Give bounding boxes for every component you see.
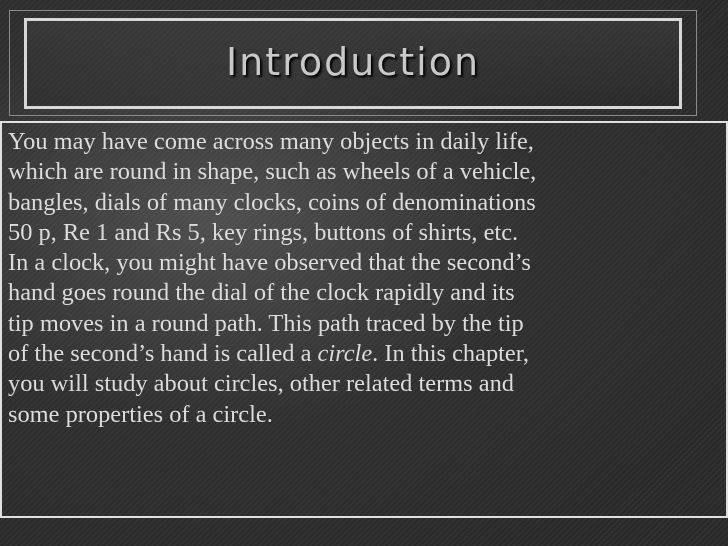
- body-line: You may have come across many objects in daily life,: [8, 128, 534, 155]
- body-line: you will study about circles, other related terms and: [8, 370, 514, 398]
- body-line: which are round in shape, such as wheels of a vehicle,: [8, 158, 537, 186]
- body-line: some properties of a circle.: [8, 400, 273, 428]
- content-box: [0, 121, 728, 518]
- body-line: . In this chapter,: [372, 340, 529, 368]
- body-line: In a clock, you might have observed that the second’s: [8, 249, 531, 277]
- emphasis-circle: circle: [317, 340, 373, 368]
- body-paragraph: [8, 127, 720, 430]
- slide-title: Introduction: [225, 39, 481, 84]
- title-box: [24, 18, 682, 109]
- body-line: tip moves in a round path. This path traced by the tip: [8, 309, 524, 337]
- body-line: 50 p, Re 1 and Rs 5, key rings, buttons of shirts, etc.: [8, 218, 519, 246]
- body-line: of the second’s hand is called a: [8, 340, 318, 368]
- body-line: bangles, dials of many clocks, coins of denominations: [8, 188, 536, 216]
- body-line: hand goes round the dial of the clock rapidly and its: [8, 279, 515, 307]
